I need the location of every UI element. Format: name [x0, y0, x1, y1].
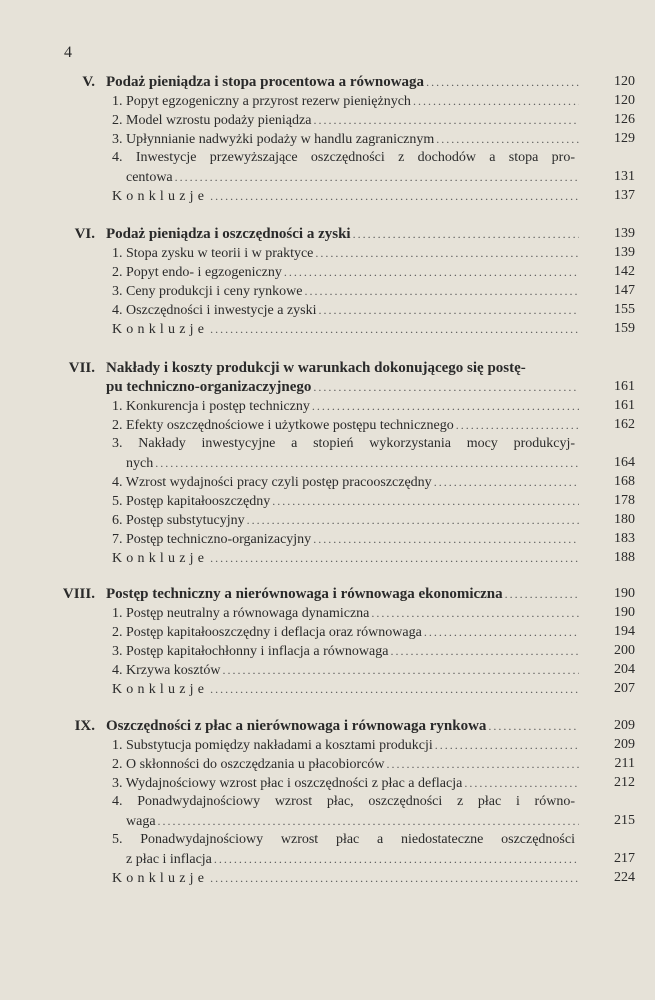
dot-leader [210, 186, 579, 206]
section-entry [0, 148, 655, 168]
section-entry[interactable] [0, 415, 655, 435]
entry-title-wrap [112, 510, 581, 531]
page-ref: 215 [614, 813, 635, 828]
section-entry-cont[interactable] [0, 167, 655, 187]
dot-leader [210, 548, 579, 568]
chapter-heading[interactable] [0, 716, 655, 736]
section-entry[interactable] [0, 262, 655, 282]
entry-title-wrap [112, 491, 581, 512]
page-ref: 159 [614, 321, 635, 336]
dot-leader [424, 622, 579, 642]
dot-leader [456, 415, 579, 435]
chapter-heading[interactable] [0, 72, 655, 92]
page-ref: 211 [614, 756, 635, 771]
dot-leader [158, 811, 579, 831]
dot-leader [435, 735, 579, 755]
chapter-title: Nakłady i koszty produkcji w warunkach dokonującego się postę- [106, 360, 526, 376]
conclusions-entry[interactable] [0, 186, 655, 206]
section-title: 1. Popyt egzogeniczny a przyrost rezerw pieniężnych [112, 94, 411, 109]
page-ref: 120 [614, 93, 635, 108]
conclusions-entry[interactable] [0, 319, 655, 339]
page-ref: 131 [614, 169, 635, 184]
dot-leader [210, 868, 579, 888]
section-entry-cont[interactable] [0, 453, 655, 473]
chapter-numeral: IX. [74, 718, 95, 734]
section-title: 3. Postęp kapitałochłonny i inflacja a równowaga [112, 644, 389, 659]
section-entry-cont[interactable] [0, 811, 655, 831]
conclusions-entry[interactable] [0, 548, 655, 568]
section-title: waga [126, 814, 156, 829]
entry-title-line: 4. Ponadwydajnościowy wzrost płac, oszczędności z płac i równo- [112, 794, 575, 809]
page-ref: 139 [614, 245, 635, 260]
page-number: 4 [64, 44, 72, 61]
chapter-heading[interactable] [0, 358, 655, 378]
section-title: 1. Stopa zysku w teorii i w praktyce [112, 246, 314, 261]
page-ref: 164 [614, 455, 635, 470]
section-title: 6. Postęp substytucyjny [112, 513, 245, 528]
section-entry[interactable] [0, 510, 655, 530]
section-entry[interactable] [0, 603, 655, 623]
entry-title-wrap [126, 811, 581, 832]
entry-title-line: 5. Ponadwydajnościowy wzrost płac a niedostateczne oszczędności [112, 832, 575, 847]
section-title: 1. Substytucja pomiędzy nakładami a kosztami produkcji [112, 738, 433, 753]
dot-leader [210, 679, 579, 699]
section-title: Konkluzje [112, 551, 209, 566]
dot-leader [305, 281, 579, 301]
page-ref: 188 [614, 550, 635, 565]
page-ref: 209 [614, 737, 635, 752]
dot-leader [505, 584, 579, 604]
dot-leader [315, 243, 579, 263]
entry-title-wrap [112, 129, 581, 150]
section-entry [0, 792, 655, 812]
dot-leader [413, 91, 579, 111]
conclusions-entry[interactable] [0, 868, 655, 888]
entry-title-wrap [106, 224, 581, 244]
entry-title-wrap [112, 641, 581, 662]
page-ref: 212 [614, 775, 635, 790]
entry-title-wrap [106, 358, 581, 378]
dot-leader [313, 110, 579, 130]
section-title: Konkluzje [112, 682, 209, 697]
dot-leader [175, 167, 579, 187]
section-title: 2. Efekty oszczędnościowe i użytkowe postępu technicznego [112, 418, 454, 433]
section-title: 5. Postęp kapitałooszczędny [112, 494, 271, 509]
dot-leader [222, 660, 579, 680]
section-title: 1. Konkurencja i postęp techniczny [112, 399, 310, 414]
entry-title-wrap [112, 110, 581, 131]
dot-leader [312, 396, 579, 416]
dot-leader [488, 716, 579, 736]
entry-title-wrap [126, 453, 581, 474]
page-ref: 155 [614, 302, 635, 317]
section-entry[interactable] [0, 622, 655, 642]
entry-title-wrap [112, 529, 581, 550]
section-entry [0, 434, 655, 454]
entry-title-wrap [112, 243, 581, 264]
entry-title-wrap [112, 262, 581, 283]
page-ref: 129 [614, 131, 635, 146]
section-title: 7. Postęp techniczno-organizacyjny [112, 532, 312, 547]
dot-leader [313, 377, 579, 397]
section-title: 3. Upłynnianie nadwyżki podaży w handlu zagranicznym [112, 132, 435, 147]
dot-leader [434, 472, 579, 492]
page-ref: 137 [614, 188, 635, 203]
page-ref: 126 [614, 112, 635, 127]
entry-title-wrap [112, 679, 581, 700]
section-entry-cont[interactable] [0, 849, 655, 869]
dot-leader [390, 641, 579, 661]
section-title: 4. Krzywa kosztów [112, 663, 221, 678]
section-title: Konkluzje [112, 189, 209, 204]
section-entry [0, 830, 655, 850]
chapter-title: Oszczędności z płac a nierównowaga i równowaga rynkowa [106, 718, 487, 734]
page-ref: 142 [614, 264, 635, 279]
page-ref: 162 [614, 417, 635, 432]
entry-title-wrap [106, 716, 581, 736]
chapter-numeral: VII. [68, 360, 95, 376]
page-ref: 161 [614, 379, 635, 394]
entry-title-wrap [112, 622, 581, 643]
section-title: Konkluzje [112, 871, 209, 886]
dot-leader [319, 300, 580, 320]
page-ref: 180 [614, 512, 635, 527]
entry-title-wrap [112, 415, 581, 436]
page-ref: 204 [614, 662, 635, 677]
dot-leader [353, 224, 579, 244]
entry-title-wrap [112, 660, 581, 681]
section-entry[interactable] [0, 129, 655, 149]
page-ref: 190 [614, 605, 635, 620]
section-title: 2. Postęp kapitałooszczędny i deflacja oraz równowaga [112, 625, 422, 640]
entry-title-wrap [112, 300, 581, 321]
section-title: 3. Ceny produkcji i ceny rynkowe [112, 284, 303, 299]
section-title: 1. Postęp neutralny a równowaga dynamiczna [112, 606, 370, 621]
dot-leader [313, 529, 579, 549]
entry-title-wrap [112, 603, 581, 624]
chapter-numeral: V. [82, 74, 95, 90]
entry-title-wrap [112, 396, 581, 417]
section-entry[interactable] [0, 243, 655, 263]
section-entry[interactable] [0, 660, 655, 680]
entry-title-wrap [112, 868, 581, 889]
page-ref: 217 [614, 851, 635, 866]
section-title: z płac i inflacja [126, 852, 212, 867]
page-ref: 168 [614, 474, 635, 489]
page-ref: 139 [614, 226, 635, 241]
section-title: nych [126, 456, 154, 471]
dot-leader [387, 754, 579, 774]
chapter-title: Postęp techniczny a nierównowaga i równowaga ekonomiczna [106, 586, 503, 602]
section-entry[interactable] [0, 773, 655, 793]
entry-title-wrap [106, 377, 581, 397]
entry-title-wrap [126, 849, 581, 870]
dot-leader [272, 491, 579, 511]
chapter-title: pu techniczno-organizaczyjnego [106, 379, 312, 395]
section-entry[interactable] [0, 641, 655, 661]
section-entry[interactable] [0, 300, 655, 320]
dot-leader [436, 129, 579, 149]
dot-leader [155, 453, 579, 473]
page-ref: 209 [614, 718, 635, 733]
entry-title-wrap [112, 735, 581, 756]
section-entry[interactable] [0, 281, 655, 301]
chapter-heading-cont[interactable] [0, 377, 655, 397]
section-title: 2. Popyt endo- i egzogeniczny [112, 265, 282, 280]
dot-leader [214, 849, 579, 869]
page-ref: 161 [614, 398, 635, 413]
page-ref: 200 [614, 643, 635, 658]
page-ref: 178 [614, 493, 635, 508]
chapter-numeral: VI. [74, 226, 95, 242]
dot-leader [247, 510, 579, 530]
dot-leader [426, 72, 579, 92]
entry-title-line: 3. Nakłady inwestycyjne a stopień wykorzystania mocy produkcyj- [112, 436, 575, 451]
chapter-title: Podaż pieniądza i oszczędności a zyski [106, 226, 351, 242]
section-title: Konkluzje [112, 322, 209, 337]
section-title: 3. Wydajnościowy wzrost płac i oszczędności z płac a deflacja [112, 776, 463, 791]
section-entry[interactable] [0, 472, 655, 492]
entry-title-wrap [112, 319, 581, 340]
chapter-title: Podaż pieniądza i stopa procentowa a równowaga [106, 74, 425, 90]
entry-title-wrap [112, 91, 581, 112]
section-entry[interactable] [0, 91, 655, 111]
section-entry[interactable] [0, 110, 655, 130]
entry-title-wrap [126, 167, 581, 188]
page-ref: 147 [614, 283, 635, 298]
page-ref: 194 [614, 624, 635, 639]
entry-title-wrap [112, 186, 581, 207]
section-entry[interactable] [0, 735, 655, 755]
page-ref: 190 [614, 586, 635, 601]
dot-leader [371, 603, 579, 623]
page-ref: 120 [614, 74, 635, 89]
entry-title-wrap [106, 584, 581, 604]
chapter-heading[interactable] [0, 224, 655, 244]
section-entry[interactable] [0, 491, 655, 511]
section-title: 2. Model wzrostu podaży pieniądza [112, 113, 312, 128]
entry-title-wrap [112, 773, 581, 794]
entry-title-line: 4. Inwestycje przewyższające oszczędności z dochodów a stopa pro- [112, 150, 575, 165]
dot-leader [464, 773, 579, 793]
section-title: 2. O skłonności do oszczędzania u płacobiorców [112, 757, 385, 772]
dot-leader [284, 262, 579, 282]
section-title: centowa [126, 170, 173, 185]
entry-title-wrap [112, 754, 581, 775]
entry-title-wrap [106, 72, 581, 92]
entry-title-wrap [112, 472, 581, 493]
conclusions-entry[interactable] [0, 679, 655, 699]
chapter-numeral: VIII. [62, 586, 95, 602]
chapter-heading[interactable] [0, 584, 655, 604]
dot-leader [210, 319, 579, 339]
section-title: 4. Wzrost wydajności pracy czyli postęp pracooszczędny [112, 475, 432, 490]
page-ref: 207 [614, 681, 635, 696]
section-entry[interactable] [0, 396, 655, 416]
entry-title-wrap [112, 548, 581, 569]
page-ref: 183 [614, 531, 635, 546]
section-entry[interactable] [0, 529, 655, 549]
entry-title-wrap [112, 281, 581, 302]
section-title: 4. Oszczędności i inwestycje a zyski [112, 303, 317, 318]
page-ref: 224 [614, 870, 635, 885]
section-entry[interactable] [0, 754, 655, 774]
